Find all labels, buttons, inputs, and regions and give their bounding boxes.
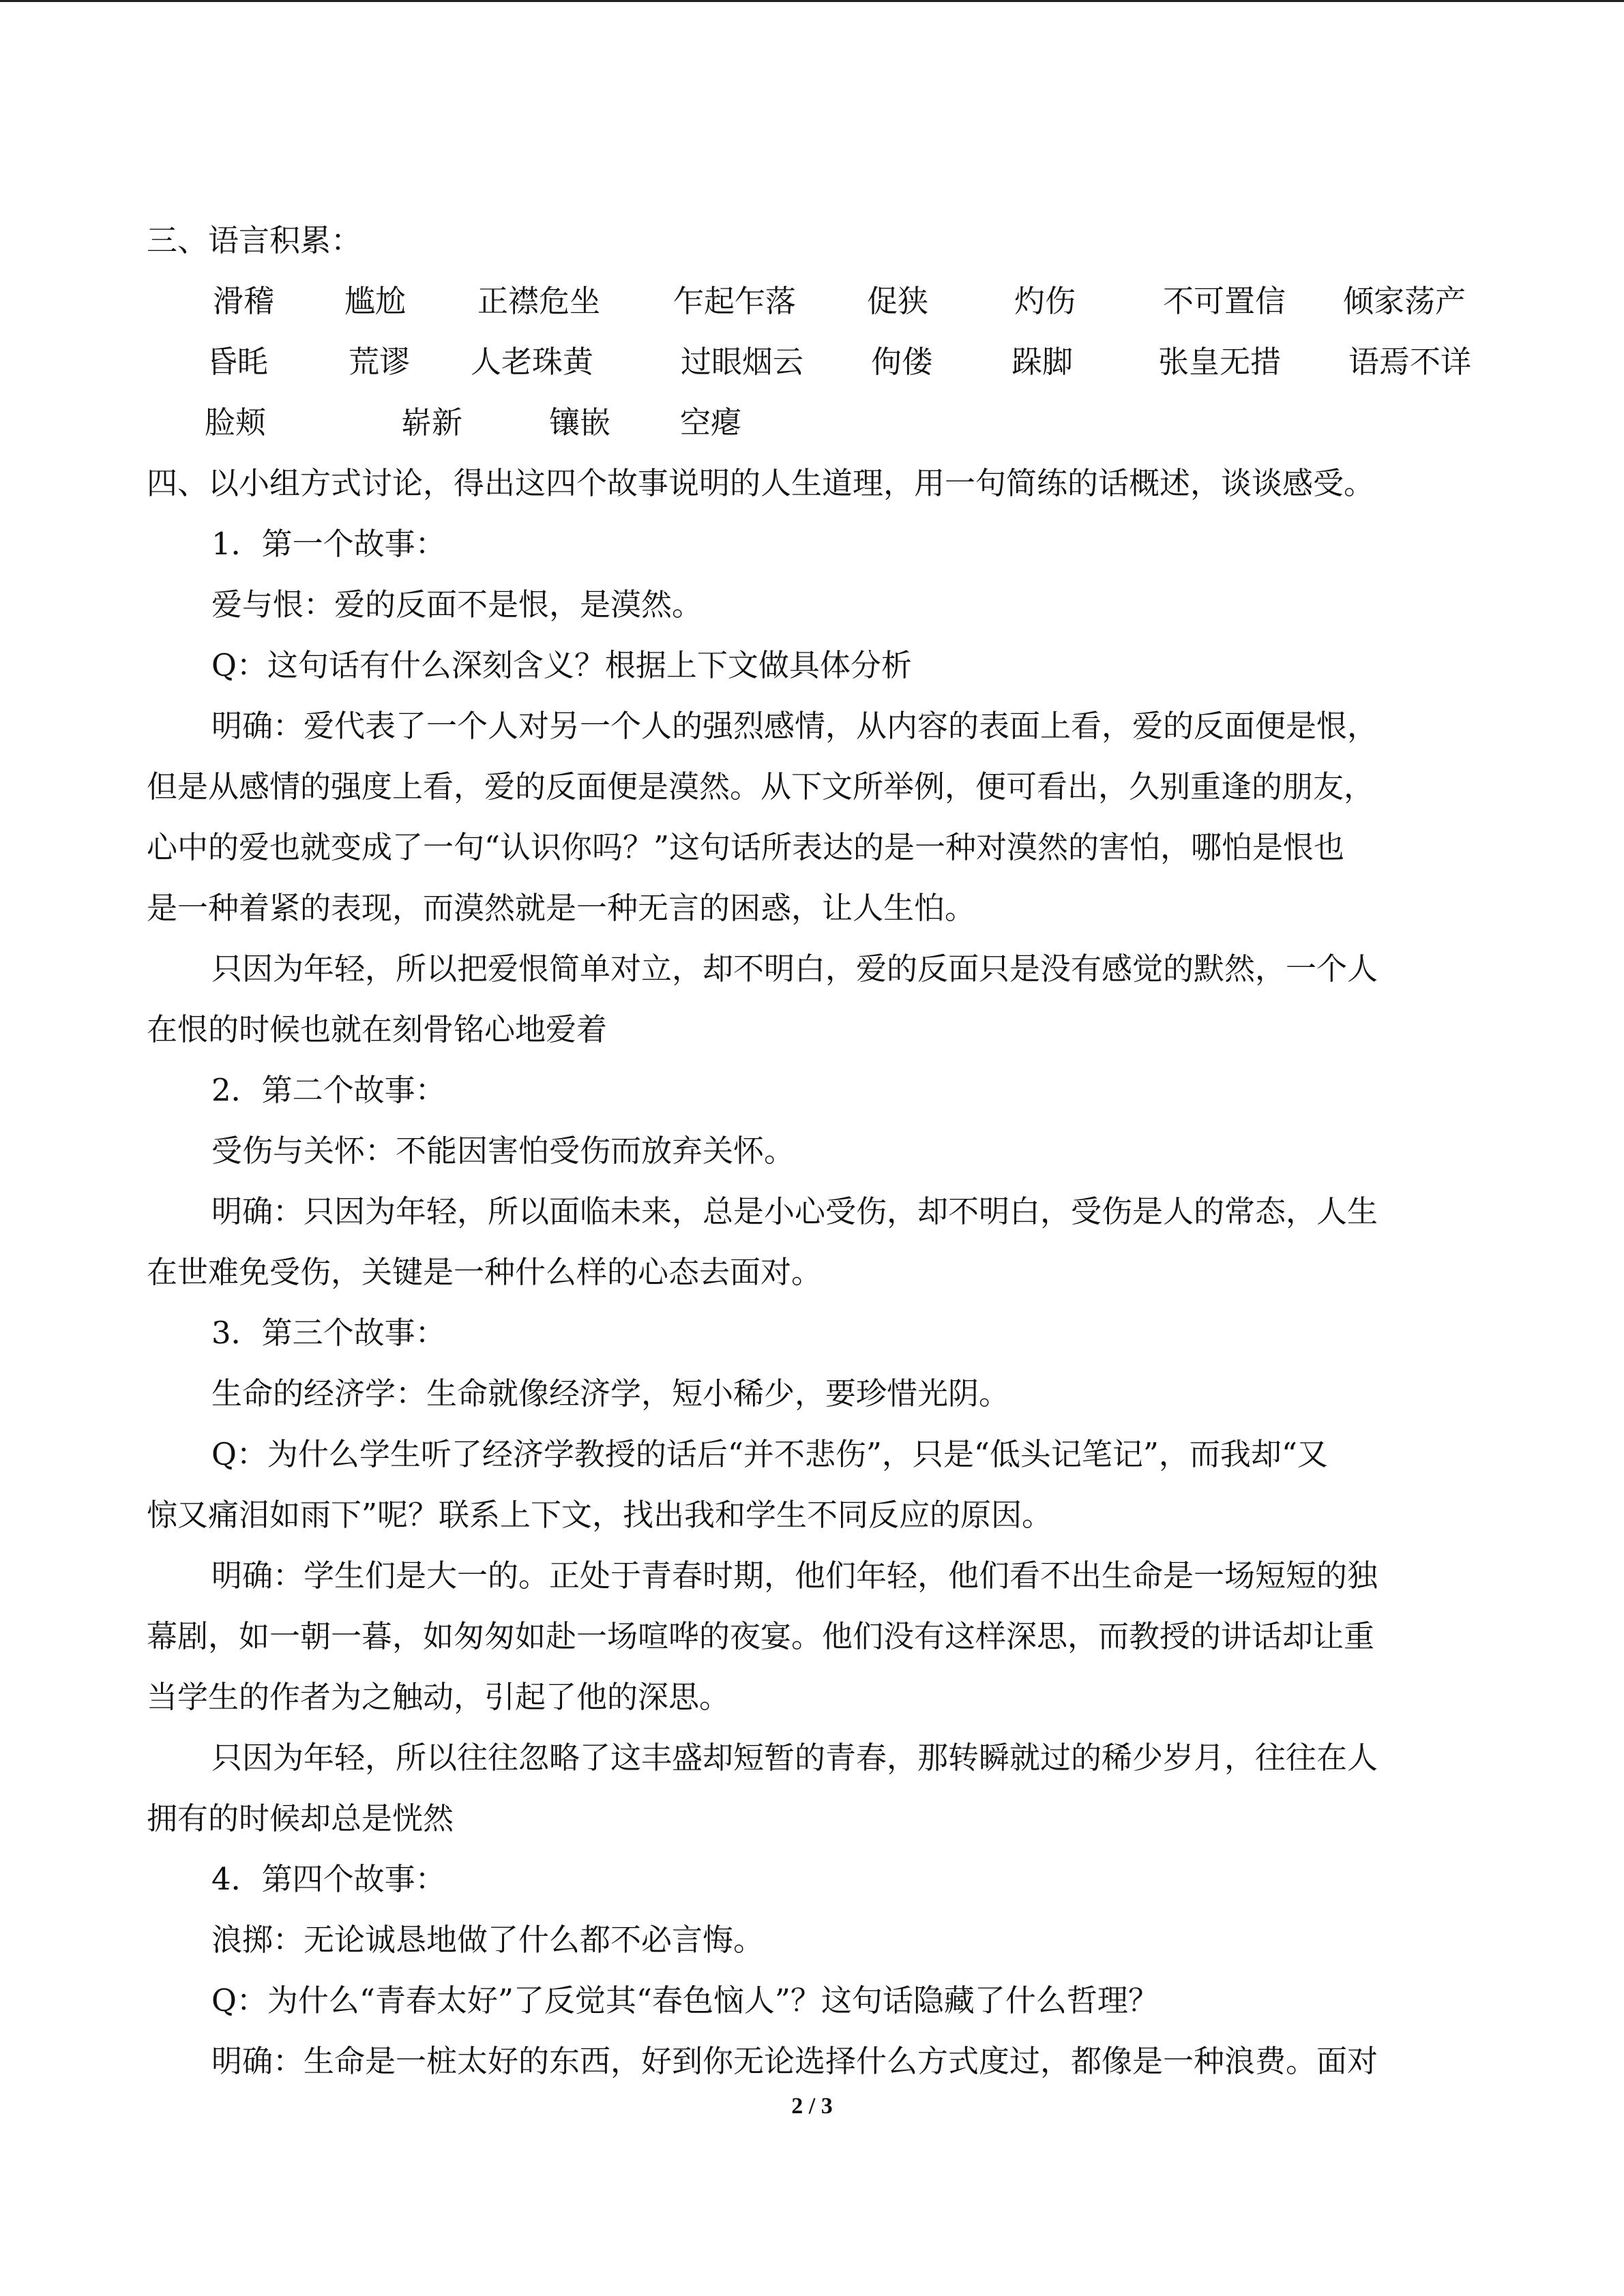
story3-answer: 幕剧，如一朝一暮，如匆匆如赴一场喧哗的夜宴。他们没有这样深思，而教授的讲话却让重 [147, 1618, 1375, 1654]
vocab-word: 过眼烟云 [681, 344, 804, 380]
story4-answer: 明确：生命是一桩太好的东西，好到你无论选择什么方式度过，都像是一种浪费。面对 [211, 2043, 1378, 2079]
story3-extra: 拥有的时候却总是恍然 [147, 1800, 454, 1836]
story3-title: 3．第三个故事： [211, 1315, 446, 1351]
vocab-word: 张皇无措 [1158, 344, 1282, 380]
vocab-word: 不可置信 [1163, 283, 1286, 319]
story4-summary: 浪掷：无论诚恳地做了什么都不必言悔。 [211, 1922, 765, 1958]
story1-answer: 心中的爱也就变成了一句“认识你吗？”这句话所表达的是一种对漠然的害怕，哪怕是恨也 [147, 829, 1345, 865]
vocab-word: 滑稽 [213, 283, 275, 319]
story2-title: 2．第二个故事： [211, 1072, 446, 1108]
vocab-word: 尴尬 [344, 283, 407, 319]
story1-question: Q：这句话有什么深刻含义？根据上下文做具体分析 [211, 647, 912, 683]
vocab-word: 语焉不详 [1348, 344, 1472, 380]
vocab-word: 乍起乍落 [673, 283, 797, 319]
vocab-word: 镶嵌 [549, 404, 611, 441]
vocab-word: 佝偻 [871, 344, 933, 380]
story2-summary: 受伤与关怀：不能因害怕受伤而放弃关怀。 [211, 1133, 795, 1169]
vocab-word: 跺脚 [1012, 344, 1074, 380]
section3-heading: 三、语言积累： [147, 222, 362, 258]
story1-answer: 是一种着紧的表现，而漠然就是一种无言的困惑，让人生怕。 [147, 890, 976, 926]
page-number: 2 / 3 [791, 2093, 833, 2119]
section4-heading: 四、以小组方式讨论，得出这四个故事说明的人生道理，用一句简练的话概述，谈谈感受。 [147, 465, 1375, 501]
vocab-row-3 [147, 392, 1483, 453]
story3-answer: 明确：学生们是大一的。正处于青春时期，他们年轻，他们看不出生命是一场短短的独 [211, 1557, 1378, 1594]
story1-summary: 爱与恨：爱的反面不是恨，是漠然。 [211, 586, 703, 623]
vocab-row-1 [147, 271, 1483, 331]
story3-extra: 只因为年轻，所以往往忽略了这丰盛却短暂的青春，那转瞬就过的稀少岁月，往往在人 [211, 1740, 1378, 1776]
vocab-word: 昏眊 [207, 344, 269, 380]
story1-answer: 明确：爱代表了一个人对另一个人的强烈感情，从内容的表面上看，爱的反面便是恨， [211, 708, 1378, 744]
story1-title: 1．第一个故事： [211, 526, 446, 562]
story4-question: Q：为什么“青春太好”了反觉其“春色恼人”？这句话隐藏了什么哲理？ [211, 1982, 1159, 2018]
story3-question: 惊又痛泪如雨下”呢？联系上下文，找出我和学生不同反应的原因。 [147, 1497, 1053, 1533]
vocab-word: 空瘪 [680, 404, 742, 441]
story3-summary: 生命的经济学：生命就像经济学，短小稀少，要珍惜光阴。 [211, 1375, 1010, 1412]
vocab-word: 倾家荡产 [1343, 283, 1466, 319]
vocab-word: 灼伤 [1014, 283, 1076, 319]
story1-extra: 只因为年轻，所以把爱恨简单对立，却不明白，爱的反面只是没有感觉的默然，一个人 [211, 951, 1378, 987]
story1-answer: 但是从感情的强度上看，爱的反面便是漠然。从下文所举例，便可看出，久别重逢的朋友， [147, 769, 1375, 805]
document-body [147, 210, 1483, 2091]
vocab-row-2 [147, 331, 1483, 392]
vocab-word: 荒谬 [349, 344, 411, 380]
story1-extra: 在恨的时候也就在刻骨铭心地爱着 [147, 1011, 608, 1047]
story2-answer: 明确：只因为年轻，所以面临未来，总是小心受伤，却不明白，受伤是人的常态，人生 [211, 1193, 1378, 1229]
story3-answer: 当学生的作者为之触动，引起了他的深思。 [147, 1679, 730, 1715]
vocab-word: 正襟危坐 [477, 283, 601, 319]
vocab-word: 促狭 [867, 283, 929, 319]
vocab-word: 脸颊 [205, 404, 267, 441]
story3-question: Q：为什么学生听了经济学教授的话后“并不悲伤”，只是“低头记笔记”，而我却“又 [211, 1436, 1328, 1472]
story2-answer: 在世难免受伤，关键是一种什么样的心态去面对。 [147, 1254, 823, 1290]
vocab-word: 崭新 [401, 404, 463, 441]
story4-title: 4．第四个故事： [211, 1861, 446, 1897]
vocab-word: 人老珠黄 [471, 344, 594, 380]
top-border [0, 0, 1624, 2]
